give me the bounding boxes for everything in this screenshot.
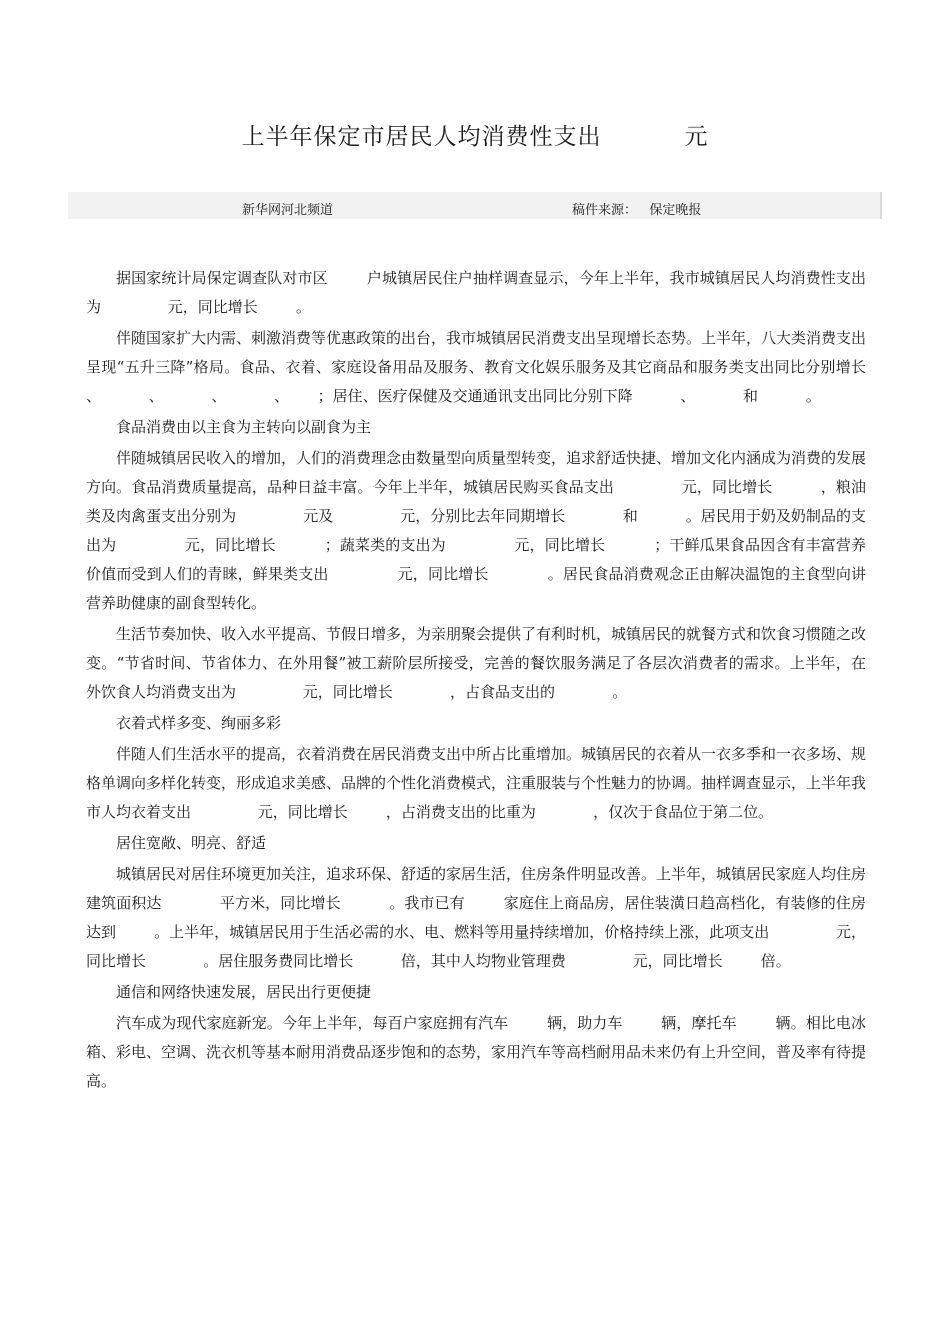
source-bar: [68, 192, 882, 219]
article-source: 稿件来源： 保定晚报: [572, 203, 702, 218]
page-title: 上半年保定市居民人均消费性支出 元: [241, 124, 709, 150]
clothing-paragraph: 伴随人们生活水平的提高，衣着消费在居民消费支出中所占比重增加。城镇居民的衣着从一衣多季和一衣多场、规格单调向多样化转变，形成追求美感、品牌的个性化消费模式，注重服装与个性魅力的协调。抽样调查显示，上半年我市人均衣着支出 元，同比增长 ，占消费支出的比重为 ，仅次于食品位于第二位。: [86, 745, 867, 821]
transport-paragraph: 汽车成为现代家庭新宠。今年上半年，每百户家庭拥有汽车 辆，助力车 辆，摩托车 辆。相比电冰箱、彩电、空调、洗衣机等基本耐用消费品逐步饱和的态势，家用汽车等高档耐用品未来仍有上升空间，普及率有待提高。: [86, 1014, 867, 1090]
housing-paragraph: 城镇居民对居住环境更加关注，追求环保、舒适的家居生活，住房条件明显改善。上半年，城镇居民家庭人均住房建筑面积达 平方米，同比增长 。我市已有 家庭住上商品房，居住装潢日趋高档化，有装修的住房达到 。上半年，城镇居民用于生活必需的水、电、燃料等用量持续增加，价格持续上涨，此项支出 元，同比增长 。居住服务费同比增长 倍，其中人均物业管理费 元，同比增长 倍。: [86, 865, 867, 970]
food-paragraph: 伴随城镇居民收入的增加，人们的消费理念由数量型向质量型转变，追求舒适快捷、增加文化内涵成为消费的发展方向。食品消费质量提高，品种日益丰富。今年上半年，城镇居民购买食品支出 元，同比增长 ，粮油类及肉禽蛋支出分别为 元及 元，分别比去年同期增长 和 。居民用于奶及奶制品的支出为 元，同比增长 ；蔬菜类的支出为 元，同比增长 ；干鲜瓜果食品因含有丰富营养价值而受到人们的青睐，鲜果类支出 元，同比增长 。居民食品消费观念正由解决温饱的主食型向讲营养助健康的副食型转化。: [86, 449, 867, 612]
section-heading-transport: 通信和网络快速发展，居民出行更便捷: [116, 983, 372, 1001]
intro-paragraph: 据国家统计局保定调查队对市区 户城镇居民住户抽样调查显示，今年上半年，我市城镇居民人均消费性支出为 元，同比增长 。: [86, 269, 866, 316]
news-channel: 新华网河北频道: [242, 203, 334, 218]
section-heading-clothing: 衣着式样多变、绚丽多彩: [116, 714, 282, 732]
section-heading-housing: 居住宽敞、明亮、舒适: [116, 834, 267, 852]
article-body: [86, 264, 914, 1098]
dining-paragraph: 生活节奏加快、收入水平提高、节假日增多，为亲朋聚会提供了有利时机，城镇居民的就餐方式和饮食习惯随之改变。“节省时间、节省体力、在外用餐”被工薪阶层所接受，完善的餐饮服务满足了各层次消费者的需求。上半年，在外饮食人均消费支出为 元，同比增长 ，占食品支出的 。: [86, 625, 867, 701]
section-heading-food: 食品消费由以主食为主转向以副食为主: [116, 418, 372, 436]
overview-paragraph: 伴随国家扩大内需、刺激消费等优惠政策的出台，我市城镇居民消费支出呈现增长态势。上半年，八大类消费支出呈现“五升三降”格局。食品、衣着、家庭设备用品及服务、教育文化娱乐服务及其它商品和服务类支出同比分别增长 、 、 、 、 ；居住、医疗保健及交通通讯支出同比分别下降 、 和 。: [86, 329, 914, 405]
